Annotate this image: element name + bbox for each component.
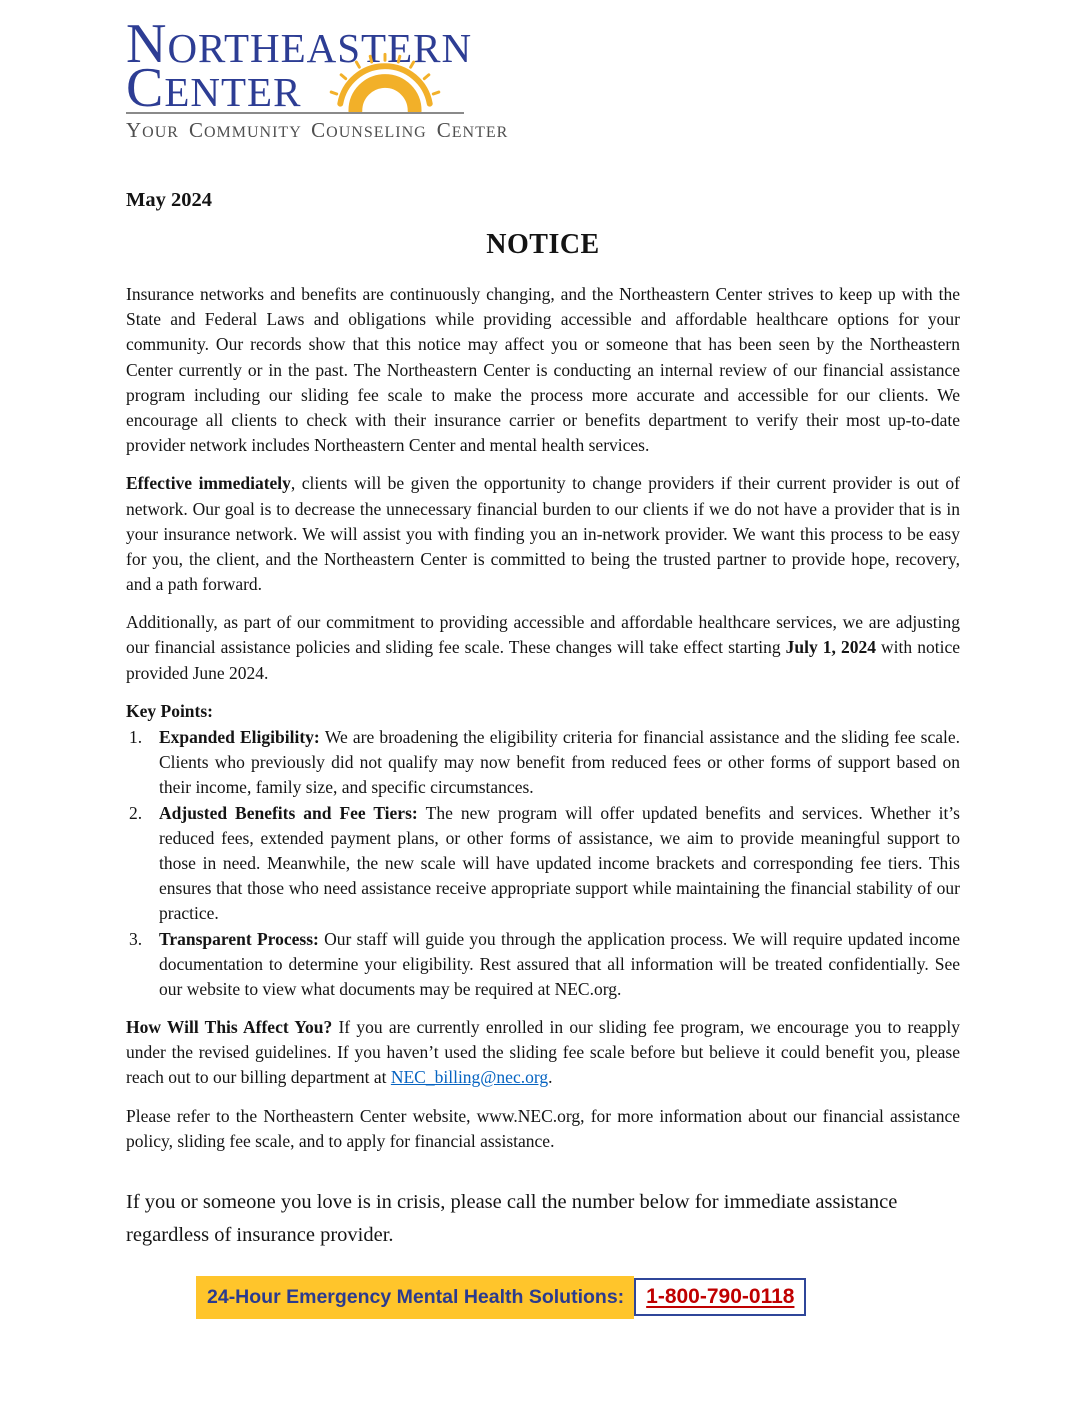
billing-email-link[interactable]: NEC_billing@nec.org xyxy=(390,1067,549,1088)
document-body xyxy=(126,282,960,1154)
logo-line-1: NORTHEASTERN xyxy=(126,13,473,75)
emergency-banner xyxy=(196,1276,960,1319)
logo-line-2: CENTER xyxy=(126,57,302,119)
northeastern-center-logo xyxy=(126,13,546,143)
paragraph-insurance: Insurance networks and benefits are continuously changing, and the Northeastern Center strives to keep up with the State and Federal Laws and obligations while providing accessible and affordable healthcare options for your community. Our records show that this notice may affect you or someone that has been seen by the Northeastern Center currently or in the past. The Northeastern Center is conducting an internal review of our financial assistance program including our sliding fee scale to make the process more accurate and accessible for our clients. We encourage all clients to check with their insurance carrier or benefits department to verify their most up-to-date provider network includes Northeastern Center and mental health services. xyxy=(126,284,960,456)
rising-sun-icon xyxy=(306,50,464,112)
key-points-heading: Key Points: xyxy=(126,700,214,721)
paragraph-website-referral: Please refer to the Northeastern Center website, www.NEC.org, for more information about our financial assistance policy, sliding fee scale, and to apply for financial assistance. xyxy=(126,1105,960,1151)
key-point-item: Expanded Eligibility: We are broadening the eligibility criteria for financial assistance and the sliding fee scale. Clients who previously did not qualify may now benefit from reduced fees or other forms of support based on their income, family size, and specific circumstances. xyxy=(159,727,961,798)
paragraph-additionally: Additionally, as part of our commitment to providing accessible and affordable healthcare services, we are adjusting our financial assistance policies and sliding fee scale. These changes will take effect starting July 1, 2024 with notice provided June 2024. xyxy=(126,612,960,683)
key-points-list xyxy=(126,725,960,1002)
logo-tagline: YOUR COMMUNITY COUNSELING CENTER xyxy=(126,118,509,142)
crisis-text: If you or someone you love is in crisis, please call the number below for immediate assistance regardless of insurance provider. xyxy=(126,1191,898,1246)
key-point-item: Adjusted Benefits and Fee Tiers: The new program will offer updated benefits and services. Whether it’s reduced fees, extended payment plans, or other forms of assistance, we aim to provide meaningful support to those in need. Meanwhile, the new scale will have updated income brackets and corresponding fee tiers. This ensures that those who need assistance receive appropriate support while maintaining the financial stability of our practice. xyxy=(159,802,960,924)
page-title: NOTICE xyxy=(486,229,600,260)
paragraph-effective-immediately: Effective immediately, clients will be given the opportunity to change providers if their current provider is out of network. Our goal is to decrease the unnecessary financial burden to our clients if we do not have a provider that is in your insurance network. We will assist you with finding you an in-network provider. We want this process to be easy for you, the client, and the Northeastern Center is committed to being the trusted partner to provide hope, recovery, and a path forward. xyxy=(126,473,961,595)
key-point-item: Transparent Process: Our staff will guide you through the application process. We will require updated income documentation to determine your eligibility. Rest assured that all information will be treated confidentially. See our website to view what documents may be required at NEC.org. xyxy=(159,928,960,999)
emergency-phone-link[interactable]: 1-800-790-0118 xyxy=(646,1285,795,1309)
paragraph-how-will-this-affect-you: How Will This Affect You? If you are currently enrolled in our sliding fee program, we encourage you to reapply under the revised guidelines. If you haven’t used the sliding fee scale before but believe it could benefit you, please reach out to our billing department at NEC_billing@nec.org. xyxy=(126,1017,961,1088)
date-line: May 2024 xyxy=(126,189,212,211)
emergency-banner-label: 24-Hour Emergency Mental Health Solutions: xyxy=(196,1276,634,1319)
phone-number-box xyxy=(634,1278,806,1316)
